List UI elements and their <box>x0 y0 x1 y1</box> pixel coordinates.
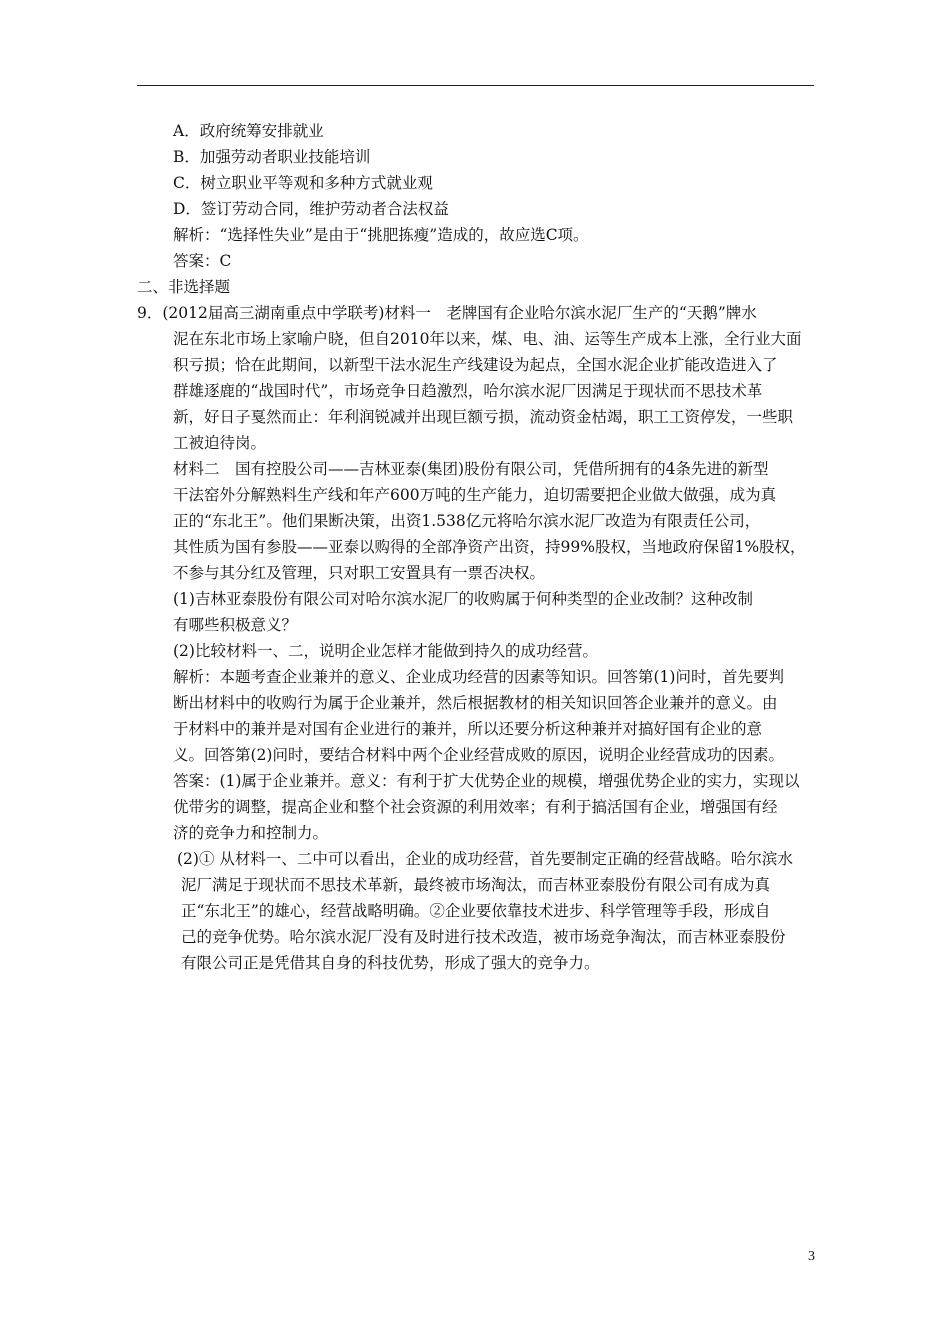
analysis-line: 于材料中的兼并是对国有企业进行的兼并，所以还要分析这种兼并对搞好国有企业的意 <box>173 720 763 738</box>
question-1-line: 有哪些积极意义？ <box>173 616 298 634</box>
material2-line: 干法窑外分解熟料生产线和年产600万吨的生产能力，迫切需要把企业做大做强，成为真 <box>173 486 777 504</box>
page-number: 3 <box>808 1249 815 1264</box>
answer-2-line: 有限公司正是凭借其自身的科技优势，形成了强大的竞争力。 <box>181 954 600 972</box>
q9-line: 群雄逐鹿的“战国时代”，市场竞争日趋激烈，哈尔滨水泥厂因满足于现状而不思技术革 <box>173 382 763 400</box>
option-d: D．签订劳动合同，维护劳动者合法权益 <box>173 200 449 218</box>
q8-answer: 答案：C <box>173 252 232 270</box>
q9-line: 新，好日子戛然而止：年利润锐减并出现巨额亏损，流动资金枯竭，职工工资停发，一些职 <box>173 408 794 426</box>
answer-1-line: 答案：(1)属于企业兼并。意义：有利于扩大优势企业的规模，增强优势企业的实力，实现以 <box>173 772 800 790</box>
q9-line: 9．(2012届高三湖南重点中学联考)材料一 老牌国有企业哈尔滨水泥厂生产的“天鹅”牌水 <box>137 304 757 322</box>
section-title: 二、非选择题 <box>137 278 231 296</box>
material2-line: 不参与其分红及管理，只对职工安置具有一票否决权。 <box>173 564 546 582</box>
answer-2-line: 泥厂满足于现状而不思技术革新，最终被市场淘汰，而吉林亚泰股份有限公司有成为真 <box>181 876 771 894</box>
answer-1-line: 优带劣的调整，提高企业和整个社会资源的利用效率；有利于搞活国有企业，增强国有经 <box>173 798 778 816</box>
document-body <box>137 118 827 976</box>
analysis-line: 义。回答第(2)问时，要结合材料中两个企业经营成败的原因，说明企业经营成功的因素。 <box>173 746 784 764</box>
option-b: B．加强劳动者职业技能培训 <box>173 148 371 166</box>
answer-2-line: (2)① 从材料一、二中可以看出，企业的成功经营，首先要制定正确的经营战略。哈尔滨水 <box>177 850 793 868</box>
q9-line: 积亏损；恰在此期间，以新型干法水泥生产线建设为起点，全国水泥企业扩能改造进入了 <box>173 356 778 374</box>
q9-line: 工被迫待岗。 <box>173 434 267 452</box>
material2-line: 材料二 国有控股公司——吉林亚泰(集团)股份有限公司，凭借所拥有的4条先进的新型 <box>173 460 769 478</box>
question-2: (2)比较材料一、二，说明企业怎样才能做到持久的成功经营。 <box>173 642 598 660</box>
option-a: A．政府统筹安排就业 <box>173 122 324 140</box>
question-1-line: (1)吉林亚泰股份有限公司对哈尔滨水泥厂的收购属于何种类型的企业改制？这种改制 <box>173 590 753 608</box>
q9-line: 泥在东北市场上家喻户晓，但自2010年以来，煤、电、油、运等生产成本上涨，全行业大面 <box>173 330 802 348</box>
q8-analysis: 解析：“选择性失业”是由于“挑肥拣瘦”造成的，故应选C项。 <box>173 226 589 244</box>
option-c: C．树立职业平等观和多种方式就业观 <box>173 174 433 192</box>
analysis-line: 断出材料中的收购行为属于企业兼并，然后根据教材的相关知识回答企业兼并的意义。由 <box>173 694 778 712</box>
answer-2-line: 己的竞争优势。哈尔滨水泥厂没有及时进行技术改造，被市场竞争淘汰，而吉林亚泰股份 <box>181 928 786 946</box>
material2-line: 正的“东北王”。他们果断决策，出资1.538亿元将哈尔滨水泥厂改造为有限责任公司， <box>173 512 761 530</box>
answer-2-line: 正“东北王”的雄心，经营战略明确。②企业要依靠技术进步、科学管理等手段，形成自 <box>181 902 771 920</box>
material2-line: 其性质为国有参股——亚泰以购得的全部净资产出资，持99%股权，当地政府保留1%股权， <box>173 538 806 556</box>
header-rule <box>137 85 814 86</box>
answer-1-line: 济的竞争力和控制力。 <box>173 824 329 842</box>
analysis-line: 解析：本题考查企业兼并的意义、企业成功经营的因素等知识。回答第(1)问时，首先要判 <box>173 668 784 686</box>
